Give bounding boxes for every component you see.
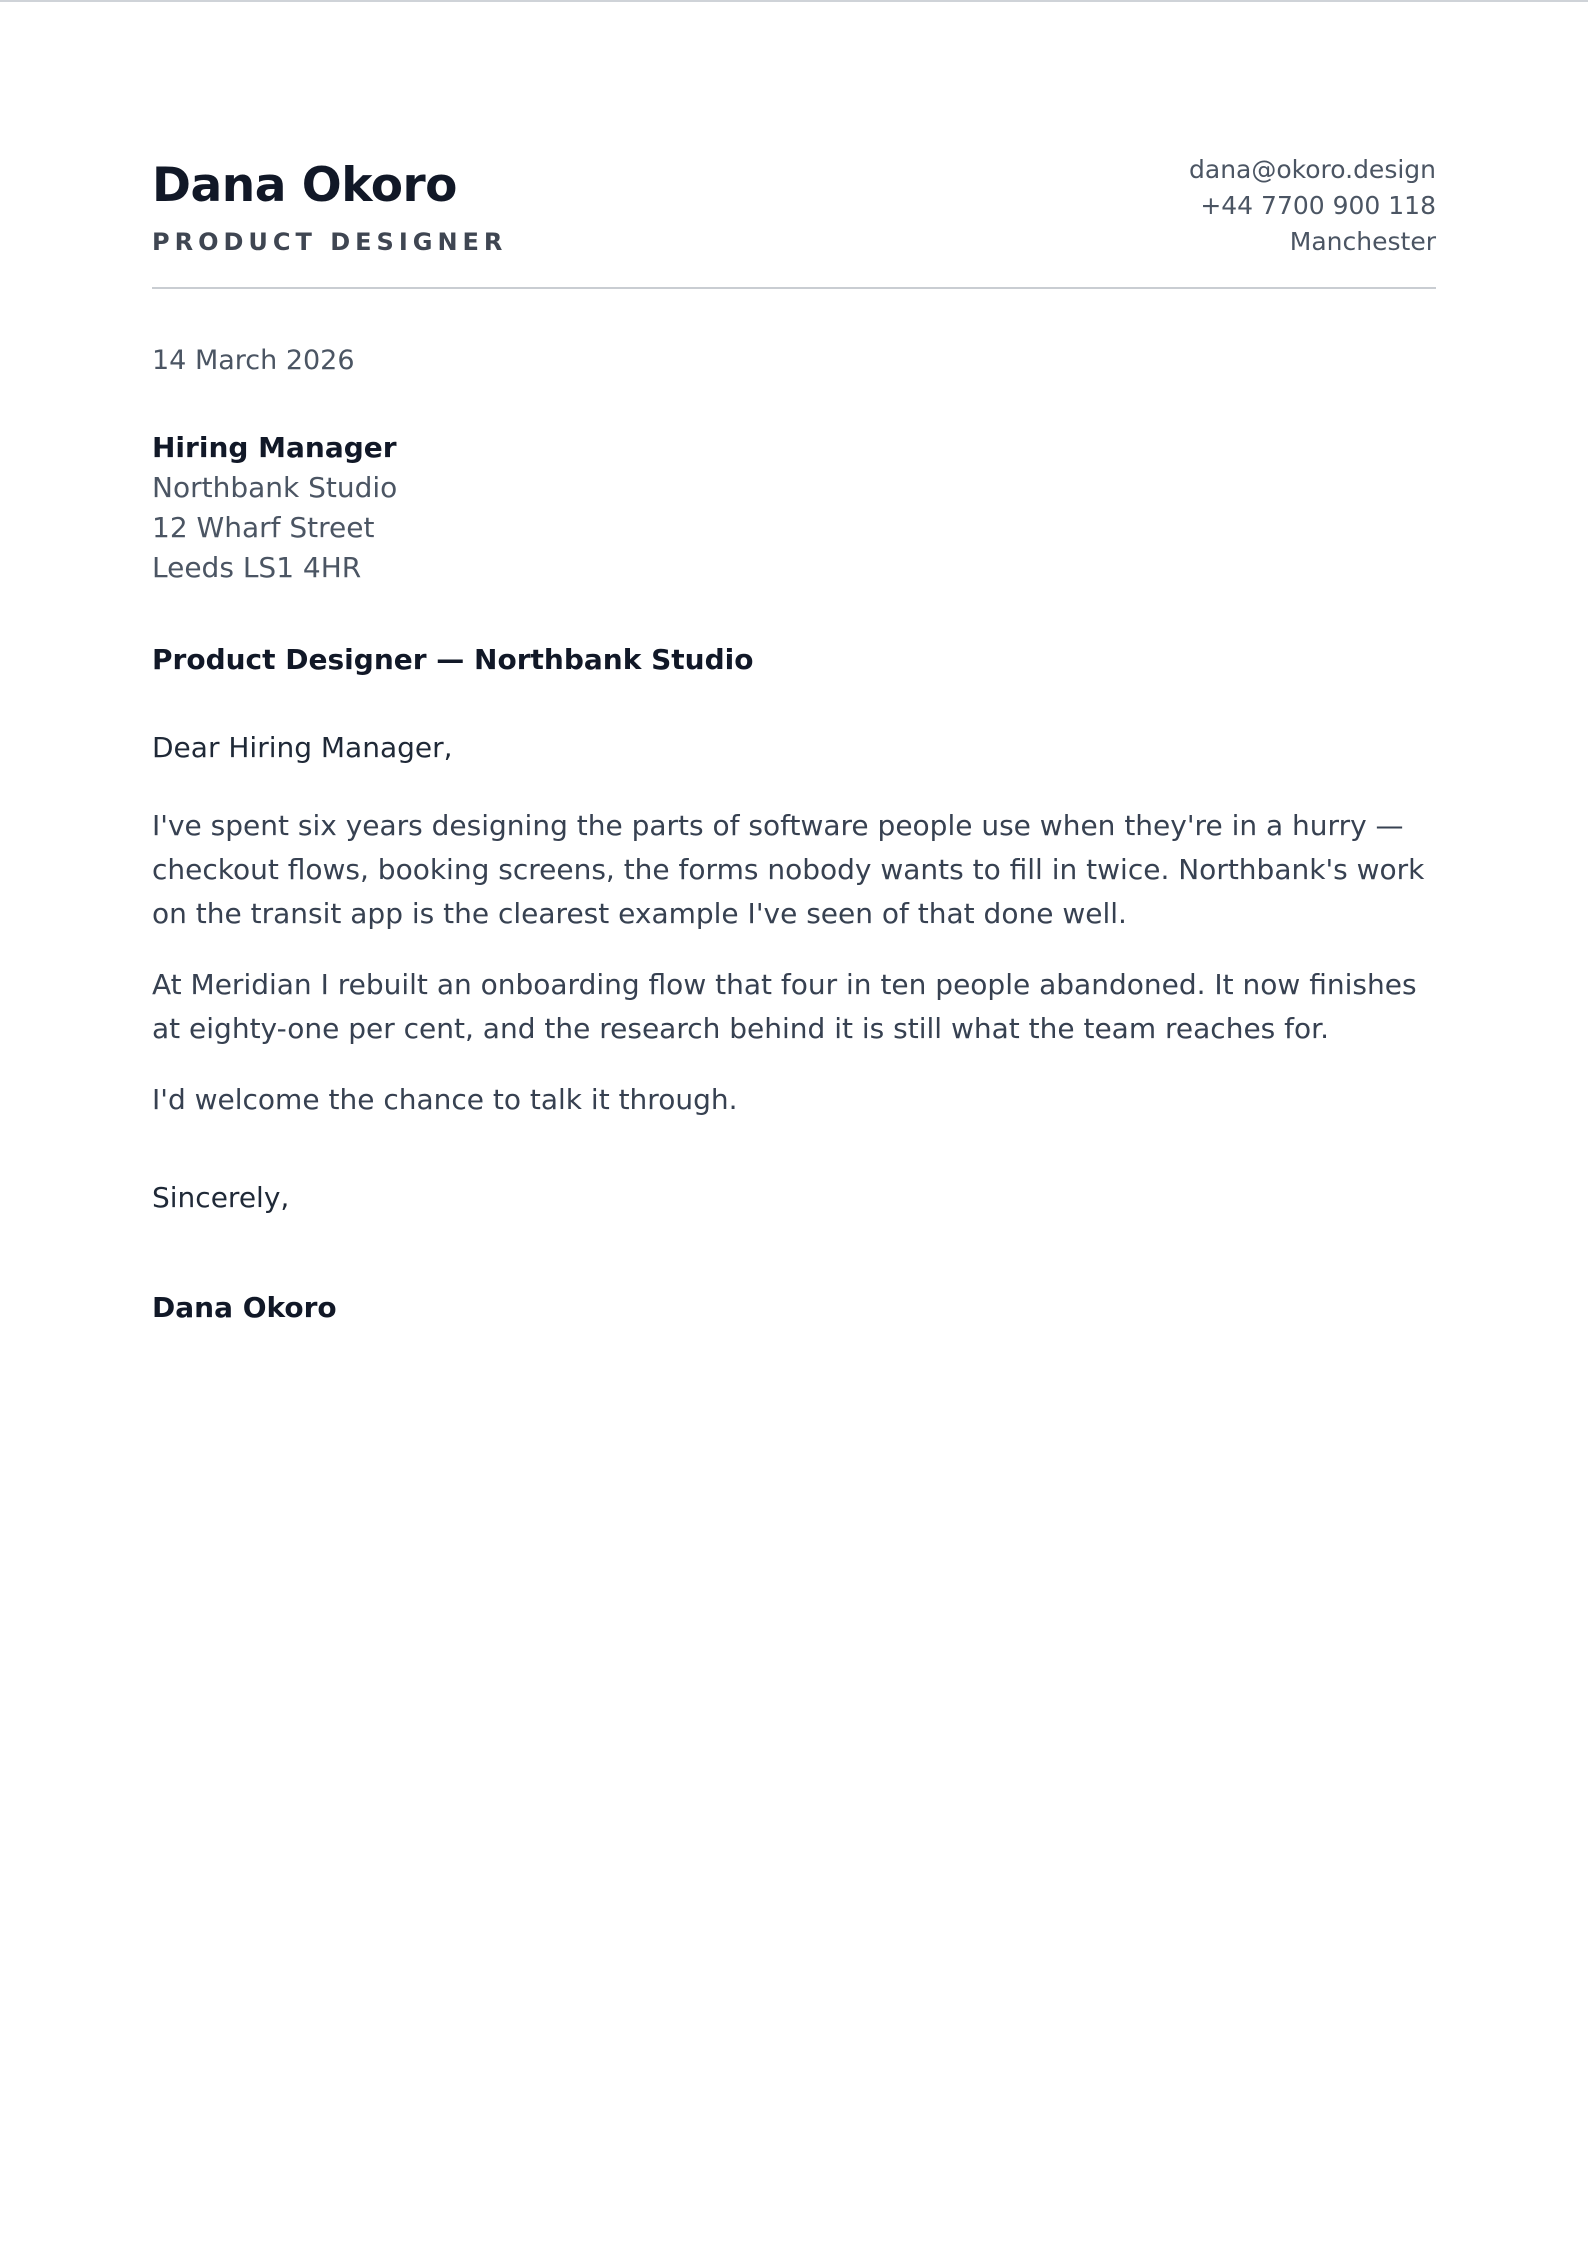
- sender-title: PRODUCT DESIGNER: [152, 228, 508, 256]
- recipient-address: [152, 428, 397, 588]
- signature-name: Dana Okoro: [152, 1291, 337, 1324]
- contact-block: [1189, 152, 1436, 260]
- letter-date: 14 March 2026: [152, 345, 355, 376]
- body-paragraph-2: At Meridian I rebuilt an onboarding flow that four in ten people abandoned. It now finishes at eighty-one per cent, and the research behind it is still what the team reaches for.: [152, 968, 1417, 1045]
- recipient-name: Hiring Manager: [152, 431, 397, 464]
- recipient-street: 12 Wharf Street: [152, 511, 375, 544]
- email-link[interactable]: dana@okoro.design: [1189, 155, 1436, 184]
- sender-city: Manchester: [1289, 227, 1436, 256]
- header-divider: [152, 287, 1436, 289]
- top-border: [0, 0, 1588, 2]
- body-paragraph-3: I'd welcome the chance to talk it through.: [152, 1083, 738, 1116]
- closing: Sincerely,: [152, 1181, 290, 1214]
- phone-number: +44 7700 900 118: [1200, 191, 1436, 220]
- subject-line: Product Designer — Northbank Studio: [152, 643, 754, 676]
- salutation: Dear Hiring Manager,: [152, 731, 453, 764]
- letter-header: [152, 150, 1436, 290]
- body-paragraph-1: I've spent six years designing the parts of software people use when they're in a hurry — checkout flows, booking screens, the forms nobody wants to fill in twice. Northbank's work on the transit app is the clearest example I've seen of that done well.: [152, 809, 1425, 930]
- recipient-city: Leeds LS1 4HR: [152, 551, 362, 584]
- recipient-company: Northbank Studio: [152, 471, 398, 504]
- sender-name: Dana Okoro: [152, 158, 457, 213]
